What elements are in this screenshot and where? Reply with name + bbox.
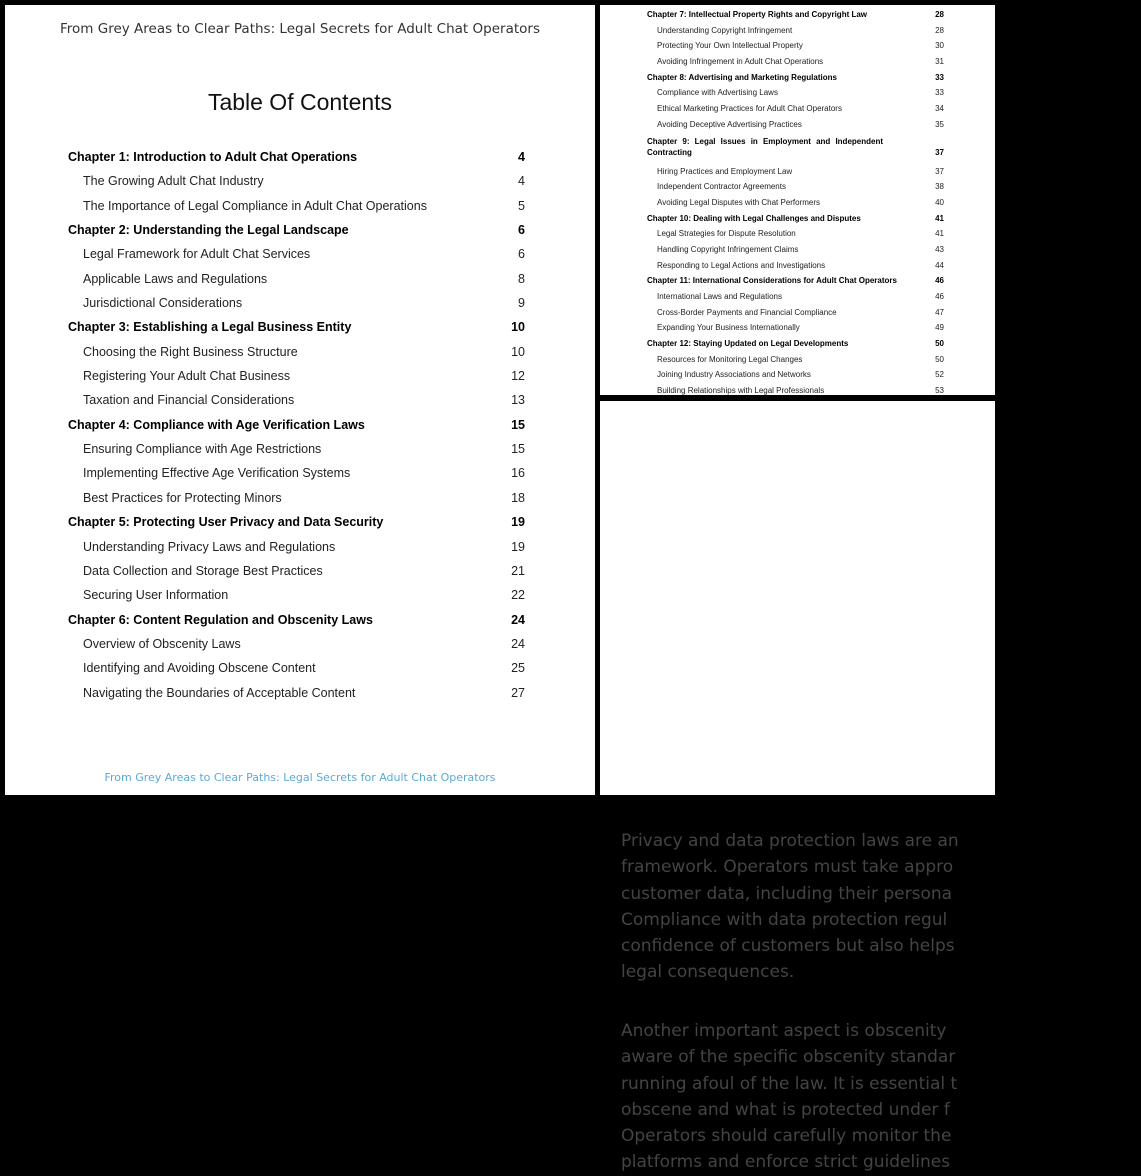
toc-entry-title: Chapter 9: Legal Issues in Employment and Independent Contracting [647,136,883,157]
toc-section-entry[interactable] [600,86,995,102]
toc-page-number: 38 [935,182,944,192]
body-text-line: Compliance with data protection regul [621,909,948,930]
toc-entry-title: Hiring Practices and Employment Law [657,166,793,176]
toc-entry-title: Chapter 1: Introduction to Adult Chat Operations [68,150,358,164]
toc-section-entry[interactable] [600,196,995,212]
toc-chapter-entry[interactable] [600,8,995,24]
toc-page-left [5,5,595,795]
toc-entry-title: Avoiding Legal Disputes with Chat Performers [657,197,821,207]
toc-page-number: 47 [935,307,944,317]
toc-page-number: 53 [935,386,944,396]
toc-chapter-entry[interactable] [600,212,995,228]
toc-page-number: 28 [935,10,944,19]
toc-page-number: 19 [511,515,525,530]
toc-page-number: 33 [935,88,944,98]
toc-page-number: 22 [511,588,525,603]
toc-page-number: 31 [935,57,944,67]
body-text-line: confidence of customers but also helps [621,936,955,957]
book-header-title: From Grey Areas to Clear Paths: Legal Secrets for Adult Chat Operators [60,21,540,37]
toc-page-number: 4 [518,174,525,189]
body-text-line: legal consequences. [621,962,795,983]
toc-section-entry[interactable] [600,180,995,196]
toc-page-number: 50 [935,354,944,364]
toc-page-number: 25 [511,661,525,676]
toc-section-entry[interactable] [600,165,995,181]
toc-chapter-entry[interactable] [600,274,995,290]
toc-entry-title: Securing User Information [83,588,229,603]
body-text-line: Another important aspect is obscenity [621,1021,947,1041]
toc-chapter-entry[interactable] [5,415,595,439]
toc-section-entry[interactable] [600,118,995,134]
body-text-line: platforms and enforce strict guidelines [621,1152,951,1173]
toc-entry-title: Choosing the Right Business Structure [83,344,298,359]
toc-entry-title: Jurisdictional Considerations [83,296,243,311]
toc-section-entry[interactable] [600,321,995,337]
toc-page-number: 30 [935,41,944,51]
toc-entry-title: Cross-Border Payments and Financial Compliance [657,307,837,317]
toc-section-entry[interactable] [5,293,595,317]
toc-page-number: 43 [935,244,944,254]
toc-entry-title: Ethical Marketing Practices for Adult Chat Operators [657,104,842,114]
body-text-line: Operators should carefully monitor the [621,1126,952,1147]
toc-page-number: 9 [518,296,525,311]
toc-entry-title: Chapter 2: Understanding the Legal Landscape [68,223,349,238]
toc-entry-title: Ensuring Compliance with Age Restrictions [83,442,322,457]
toc-entry-title: Chapter 4: Compliance with Age Verification Laws [68,417,365,432]
toc-entry-title: The Importance of Legal Compliance in Adult Chat Operations [83,198,427,213]
toc-page-number: 24 [511,612,525,627]
toc-entry-title: Chapter 10: Dealing with Legal Challenges and Disputes [647,213,861,223]
toc-entry-title: Chapter 5: Protecting User Privacy and Data Security [68,515,384,530]
toc-page-number: 6 [518,247,525,262]
toc-section-entry[interactable] [5,658,595,682]
toc-entry-title: Chapter 11: International Considerations for Adult Chat Operators [647,276,897,286]
toc-entry-title: Chapter 6: Content Regulation and Obscenity Laws [68,612,373,627]
toc-entry-title: Building Relationships with Legal Professionals [657,386,825,396]
toc-section-entry[interactable] [600,384,995,400]
toc-page-number: 46 [935,276,944,286]
toc-section-entry[interactable] [600,55,995,71]
toc-page-number: 19 [511,539,525,554]
toc-section-entry[interactable] [600,290,995,306]
toc-section-entry[interactable] [5,342,595,366]
toc-page-number: 37 [935,147,944,157]
toc-entry-title: Data Collection and Storage Best Practices [83,563,323,578]
toc-page-number: 44 [935,260,944,270]
toc-entry-title: Compliance with Advertising Laws [657,88,778,98]
toc-section-entry[interactable] [5,269,595,293]
toc-section-entry[interactable] [600,306,995,322]
toc-entry-title: Implementing Effective Age Verification Systems [83,466,351,481]
toc-chapter-entry[interactable] [5,220,595,244]
toc-entry-title: The Growing Adult Chat Industry [83,174,264,189]
toc-entry-title: Handling Copyright Infringement Claims [657,244,799,254]
toc-section-entry[interactable] [600,24,995,40]
toc-section-entry[interactable] [600,353,995,369]
toc-entry-title: Protecting Your Own Intellectual Property [657,41,803,51]
book-footer-title: From Grey Areas to Clear Paths: Legal Secrets for Adult Chat Operators [104,771,496,784]
toc-page-right [600,5,995,395]
toc-section-entry[interactable] [5,390,595,414]
toc-section-entry[interactable] [600,259,995,275]
toc-page-number: 49 [935,323,944,333]
toc-page-number: 34 [935,104,944,114]
toc-page-number: 13 [511,393,525,408]
toc-chapter-entry[interactable] [5,512,595,536]
toc-page-number: 15 [511,442,525,457]
toc-page-number: 4 [518,150,525,164]
toc-entry-title: Chapter 7: Intellectual Property Rights and Copyright Law [647,10,868,19]
toc-page-number: 52 [935,370,944,380]
toc-page-number: 35 [935,119,944,129]
toc-entry-title: Understanding Privacy Laws and Regulations [83,539,336,554]
toc-section-entry[interactable] [600,243,995,259]
toc-section-entry[interactable] [600,39,995,55]
toc-chapter-entry[interactable] [600,71,995,87]
toc-entry-title: Best Practices for Protecting Minors [83,490,282,505]
toc-entry-title: Legal Strategies for Dispute Resolution [657,229,796,239]
toc-section-entry[interactable] [5,561,595,585]
body-text-page [600,401,995,1173]
toc-section-entry[interactable] [5,585,595,609]
toc-page-number: 18 [511,490,525,505]
toc-entry-title: Taxation and Financial Considerations [83,393,295,408]
toc-section-entry[interactable] [5,244,595,268]
toc-section-entry[interactable] [600,368,995,384]
toc-page-number: 27 [511,685,525,700]
toc-heading: Table Of Contents [207,89,393,115]
toc-page-number: 21 [511,563,525,578]
toc-section-entry[interactable] [5,171,595,195]
body-paragraph [621,828,1141,986]
toc-entry-title: Understanding Copyright Infringement [657,25,793,35]
toc-entry-title: Expanding Your Business Internationally [657,323,800,333]
toc-page-number: 16 [511,466,525,481]
toc-page-number: 50 [935,339,944,349]
toc-page-number: 10 [511,320,525,335]
toc-chapter-entry[interactable] [5,610,595,634]
body-text-line: aware of the specific obscenity standar [621,1047,956,1068]
body-text-line: running afoul of the law. It is essential t [621,1073,958,1094]
toc-page-number: 33 [935,72,944,82]
toc-entry-title: Chapter 3: Establishing a Legal Business Entity [68,320,352,335]
toc-section-entry[interactable] [5,683,595,707]
toc-section-entry[interactable] [600,102,995,118]
toc-entry-title: Navigating the Boundaries of Acceptable Content [83,685,356,700]
toc-chapter-entry[interactable] [5,317,595,341]
toc-section-entry[interactable] [600,227,995,243]
toc-page-number: 41 [935,229,944,239]
toc-page-number: 24 [511,636,525,651]
toc-chapter-entry[interactable] [600,337,995,353]
toc-entry-title: Resources for Monitoring Legal Changes [657,354,803,364]
body-text-line: obscene and what is protected under f [621,1099,950,1120]
body-text-line: framework. Operators must take appro [621,857,954,878]
toc-entry-title: Identifying and Avoiding Obscene Content [83,661,316,676]
toc-entry-title: Registering Your Adult Chat Business [83,369,291,384]
toc-entry-title: Responding to Legal Actions and Investigations [657,260,826,270]
toc-section-entry[interactable] [5,463,595,487]
toc-page-number: 41 [935,213,944,223]
toc-entry-title: Avoiding Deceptive Advertising Practices [657,119,802,129]
toc-page-number: 5 [518,198,525,213]
toc-section-entry[interactable] [5,537,595,561]
toc-list-right [600,8,995,400]
toc-page-number: 8 [518,271,525,286]
toc-entry-title: International Laws and Regulations [657,292,782,301]
body-text-line: Privacy and data protection laws are an [621,831,959,851]
toc-entry-title: Chapter 12: Staying Updated on Legal Developments [647,339,849,349]
toc-section-entry[interactable] [5,488,595,512]
toc-list-left [5,147,595,707]
toc-section-entry[interactable] [5,439,595,463]
toc-entry-title: Applicable Laws and Regulations [83,271,268,286]
toc-section-entry[interactable] [5,634,595,658]
toc-page-number: 40 [935,197,944,207]
toc-chapter-entry[interactable] [5,147,595,171]
toc-section-entry[interactable] [5,366,595,390]
toc-entry-title: Legal Framework for Adult Chat Services [83,247,311,262]
toc-page-number: 6 [518,223,525,238]
body-paragraph [621,1018,1141,1176]
toc-page-number: 12 [511,369,525,384]
toc-section-entry[interactable] [5,196,595,220]
toc-page-number: 37 [935,166,944,176]
body-text-line: customer data, including their persona [621,883,953,904]
toc-entry-title: Chapter 8: Advertising and Marketing Regulations [647,72,837,82]
toc-entry-title: Avoiding Infringement in Adult Chat Operations [657,57,824,67]
toc-entry-title: Independent Contractor Agreements [657,182,786,192]
toc-page-number: 46 [935,292,944,301]
toc-entry-title: Joining Industry Associations and Networks [657,370,811,380]
toc-page-number: 10 [511,344,525,359]
toc-entry-title: Overview of Obscenity Laws [83,636,241,651]
toc-chapter-entry[interactable] [600,134,995,165]
toc-page-number: 28 [935,25,944,35]
toc-page-number: 15 [511,417,525,432]
